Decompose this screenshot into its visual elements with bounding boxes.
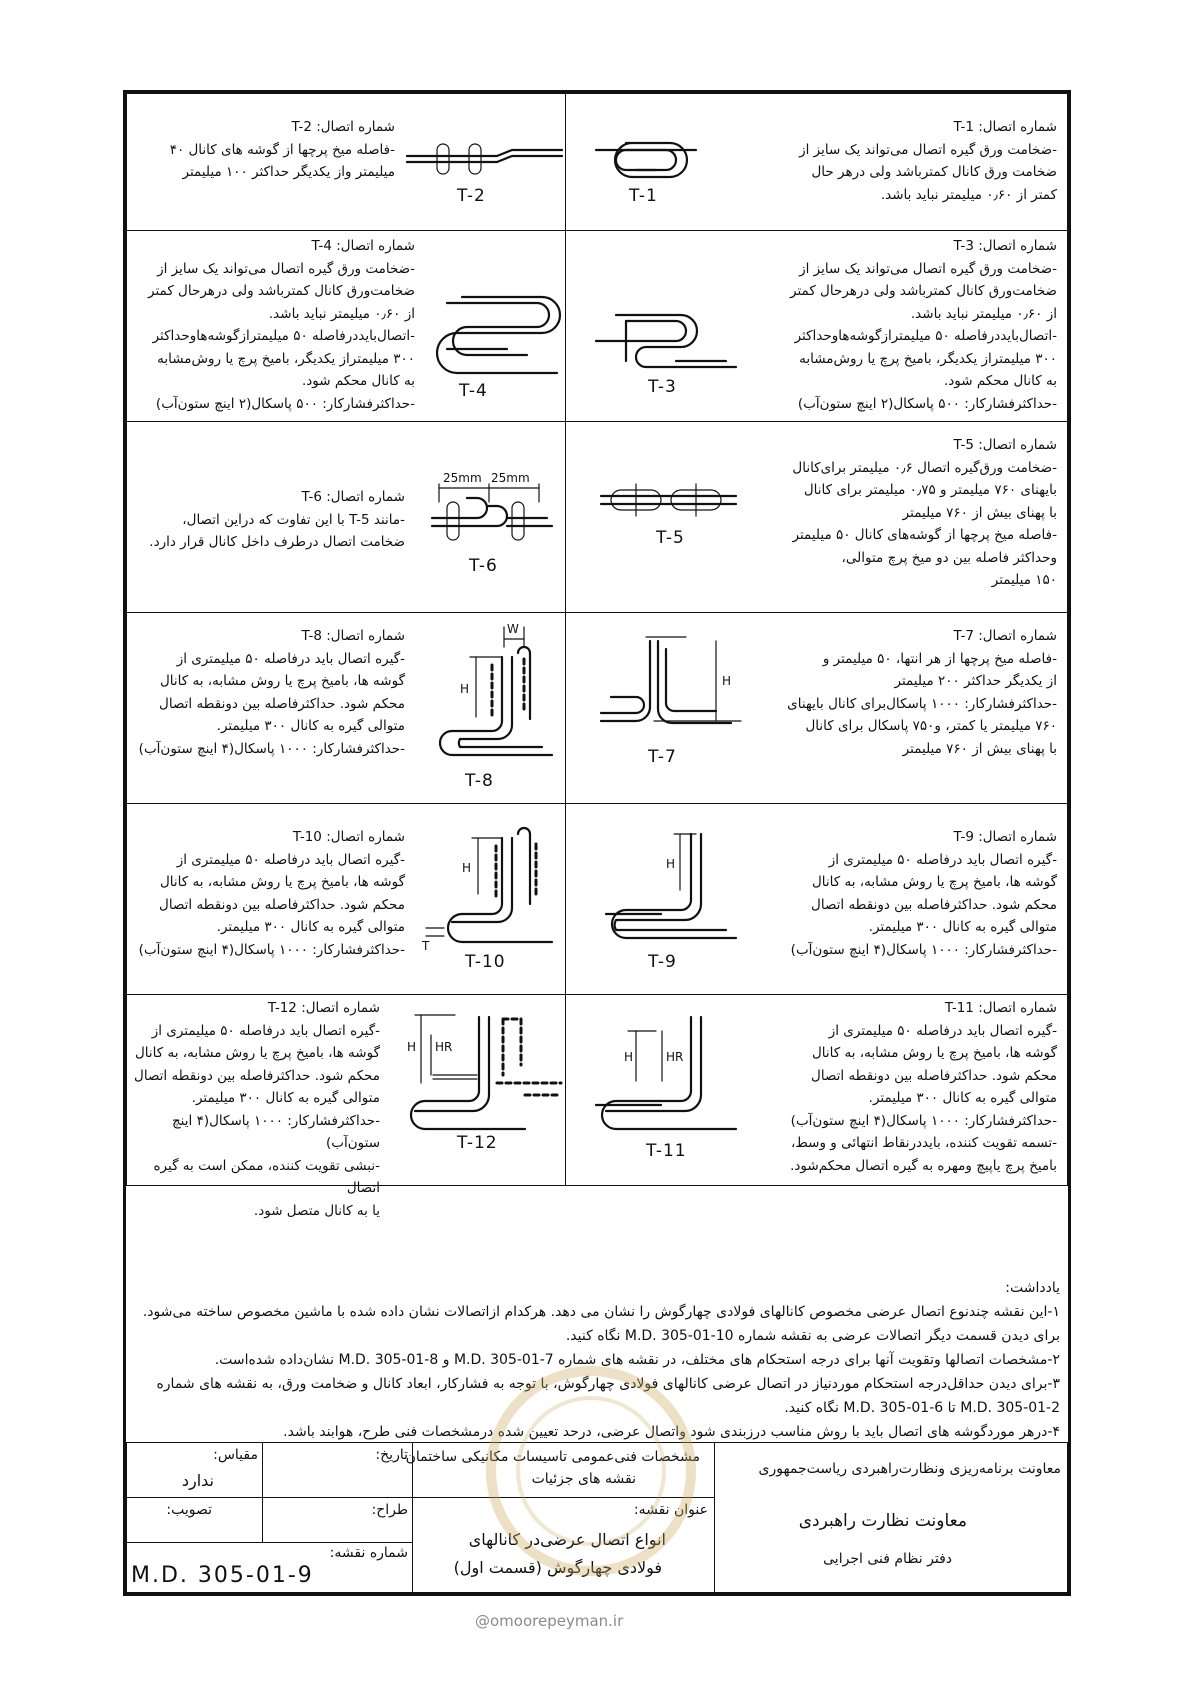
number-value: M.D. 305-01-9 (131, 1563, 314, 1588)
site-watermark: @omoorepeyman.ir (475, 1612, 624, 1630)
cell-t3 (565, 230, 1068, 422)
approval-box (126, 1497, 263, 1543)
t3-text: شماره اتصال: T-3 -ضخامت ورق گیره اتصال می‌تواند یک سایز از ضخامت‌ورق کانال کمترباشد ولی درهرحال کمتر از ۰٫۶۰ میلیمتر نباید باشد. -اتصال‌بایددرفاصله ۵۰ میلیمترازگوشه‌هاوحداکثر ۳۰۰ میلیمتراز یکدیگر، بامیخ پرچ یا روش‌مشابه به کانال محکم شود. -حداکثرفشارکار: ۵۰۰ پاسکال(۲ اینچ ستون‌آب) (790, 238, 1057, 412)
t6-dim-1: 25mm (443, 471, 482, 485)
note-4: ۴-درهر موردگوشه های اتصال باید با روش مناسب درزبندی شود واتصال عرضی، درحد تعیین شده درمشخصات فنی طرح، هوابند باشد. (283, 1424, 1060, 1440)
t4-text: شماره اتصال: T-4 -ضخامت ورق گیره اتصال می‌تواند یک سایز از ضخامت‌ورق کانال کمترباشد ولی درهرحال کمتر از ۰٫۶۰ میلیمتر نباید باشد. -اتصال‌بایددرفاصله ۵۰ میلیمترازگوشه‌هاوحداکثر ۳۰۰ میلیمتراز یکدیگر، بامیخ پرچ یا روش‌مشابه به کانال محکم شود. -حداکثرفشارکار: ۵۰۰ پاسکال(۲ اینچ ستون‌آب) (148, 238, 415, 412)
cell-t2 (126, 93, 566, 231)
cell-t4 (126, 230, 566, 422)
seal-watermark-inner (516, 1396, 666, 1546)
org-line: معاونت برنامه‌ریزی ونظارت‌راهبردی ریاست‌جمهوری (758, 1461, 1061, 1477)
t12-dim-hr: HR (435, 1040, 453, 1054)
cell-t5 (565, 421, 1068, 613)
org-box (714, 1442, 1068, 1593)
note-2: ۲-مشخصات اتصالها وتقویت آنها برای درجه استحکام های مختلف، در نقشه های شماره M.D. 305-01-7 و M.D. 305-01-8 نشان‌داده شده‌است. (214, 1352, 1060, 1368)
t8-dim-w: W (507, 622, 519, 636)
t12-dim-h: H (407, 1040, 417, 1054)
t1-label: T-1 (629, 186, 658, 206)
t12-figure (385, 995, 567, 1187)
t3-label: T-3 (648, 377, 677, 397)
t4-figure (417, 231, 567, 423)
t8-dim-h: H (460, 682, 470, 696)
cell-t8 (126, 612, 566, 804)
date-label: تاریخ: (375, 1447, 408, 1463)
org-main: معاونت نظارت راهبردی (798, 1511, 967, 1531)
scale-label: مقیاس: (213, 1447, 258, 1463)
title-line-2: فولادی چهارگوش (قسمت اول) (453, 1558, 662, 1577)
number-box (126, 1542, 413, 1593)
t6-label: T-6 (469, 556, 498, 576)
t1-text: شماره اتصال: T-1 -ضخامت ورق گیره اتصال می‌تواند یک سایز از ضخامت ورق کانال کمترباشد ولی درهر حال کمتر از ۰٫۶۰ میلیمتر نباید باشد. (799, 119, 1057, 203)
t7-label: T-7 (648, 747, 677, 767)
t9-text: شماره اتصال: T-9 -گیره اتصال باید درفاصله ۵۰ میلیمتری از گوشه ها، بامیخ پرچ یا روش مشابه، به کانال محکم شود. حداکثرفاصله بین دونقطه اتصال متوالی گیره به کانال ۳۰۰ میلیمتر. -حداکثرفشارکار: ۱۰۰۰ پاسکال(۴ اینچ ستون‌آب) (790, 829, 1057, 958)
number-label: شماره نقشه: (329, 1545, 408, 1561)
t2-text: شماره اتصال: T-2 -فاصله میخ پرچها از گوشه های کانال ۴۰ میلیمتر واز یکدیگر حداکثر ۱۰۰ میلیمتر (169, 119, 395, 180)
org-sub: دفتر نظام فنی اجرایی (823, 1551, 952, 1567)
designer-label: طراح: (371, 1502, 408, 1518)
t6-text: شماره اتصال: T-6 -مانند T-5 با این تفاوت که دراین اتصال، ضخامت اتصال درطرف داخل کانال قرار دارد. (149, 489, 405, 550)
t10-dim-h: H (462, 861, 472, 875)
t8-text: شماره اتصال: T-8 -گیره اتصال باید درفاصله ۵۰ میلیمتری از گوشه ها، بامیخ پرچ یا روش مشابه، به کانال محکم شود. حداکثرفاصله بین دونقطه اتصال متوالی گیره به کانال ۳۰۰ میلیمتر. -حداکثرفشارکار: ۱۰۰۰ پاسکال(۴ اینچ ستون‌آب) (138, 628, 405, 757)
t7-text: شماره اتصال: T-7 -فاصله میخ پرچها از هر انتها، ۵۰ میلیمتر و از یکدیگر حداکثر ۲۰۰ میلیمتر -حداکثرفشارکار: ۱۰۰۰ پاسکال‌برای کانال بایهنای ۷۶۰ میلیمتر یا کمتر، و۷۵۰ پاسکال برای کانال با پهنای بیش از ۷۶۰ میلیمتر (787, 628, 1057, 757)
t11-dim-h: H (624, 1050, 634, 1064)
cell-t7 (565, 612, 1068, 804)
t5-figure (566, 422, 766, 614)
t10-text: شماره اتصال: T-10 -گیره اتصال باید درفاصله ۵۰ میلیمتری از گوشه ها، بامیخ پرچ یا روش مشابه، به کانال محکم شود. حداکثرفاصله بین دونقطه اتصال متوالی گیره به کانال ۳۰۰ میلیمتر. -حداکثرفشارکار: ۱۰۰۰ پاسکال(۴ اینچ ستون‌آب) (138, 829, 405, 958)
t6-dim-2: 25mm (491, 471, 530, 485)
note-1: ۱-این نقشه چندنوع اتصال عرضی مخصوص کانالهای فولادی چهارگوش را نشان می دهد. هرکدام ازاتصالات نشان داده شده با ماشین مخصوص ساخته می‌شود. برای دیدن قسمت دیگر اتصالات عرضی به نقشه شماره M.D. 305-01-10 نگاه کنید. (142, 1304, 1060, 1344)
t4-label: T-4 (459, 381, 488, 401)
note-3: ۳-برای دیدن حداقل‌درجه استحکام موردنیاز در اتصال عرضی کانالهای فولادی چهارگوش، با توجه به فشارکار، ابعاد کانال و ضخامت ورق، به نقشه های شماره M.D. 305-01-2 تا M.D. 305-01-6 نگاه کنید. (156, 1376, 1060, 1416)
t2-label: T-2 (457, 186, 486, 206)
title-line-1: انواع اتصال عرضی‌در کانالهای (468, 1530, 666, 1549)
notes-title: یادداشت: (1005, 1280, 1060, 1296)
cell-t11 (565, 994, 1068, 1186)
spec-line-2: نقشه های جزئیات (531, 1471, 636, 1487)
t7-dim-h: H (722, 674, 732, 688)
title-label: عنوان نقشه: (633, 1502, 708, 1518)
t9-label: T-9 (648, 952, 677, 972)
t11-label: T-11 (646, 1141, 687, 1161)
t11-text: شماره اتصال: T-11 -گیره اتصال باید درفاصله ۵۰ میلیمتری از گوشه ها، بامیخ پرچ یا روش مشابه، به کانال محکم شود. حداکثرفاصله بین دونقطه اتصال متوالی گیره به کانال ۳۰۰ میلیمتر. -حداکثرفشارکار: ۱۰۰۰ پاسکال(۴ اینچ ستون‌آب) -تسمه تقویت کننده، بایددرنقاط انتهائی و وسط، بامیخ پرچ یاپیچ ومهره به گیره اتصال محکم‌شود. (790, 1000, 1057, 1174)
scale-box (126, 1442, 263, 1498)
t7-figure (566, 613, 776, 805)
t8-label: T-8 (465, 771, 494, 791)
t5-label: T-5 (656, 528, 685, 548)
scale-value: ندارد (181, 1471, 214, 1490)
cell-t10 (126, 803, 566, 995)
t2-figure (397, 94, 567, 232)
cell-t12 (126, 994, 566, 1219)
cell-t9 (565, 803, 1068, 995)
cell-t1 (565, 93, 1068, 231)
spec-line-1: مشخصات فنی‌عمومی تاسیسات مکانیکی ساختمان (405, 1449, 700, 1465)
approval-label: تصویب: (166, 1502, 212, 1518)
date-box (262, 1442, 413, 1498)
t6-figure (427, 422, 567, 614)
t10-dim-t: T (422, 939, 430, 953)
t1-figure (566, 94, 766, 232)
t12-label: T-12 (457, 1133, 498, 1153)
cell-t6 (126, 421, 566, 613)
t10-label: T-10 (465, 952, 506, 972)
designer-box (262, 1497, 413, 1543)
t9-dim-h: H (666, 857, 676, 871)
t12-text: شماره اتصال: T-12 -گیره اتصال باید درفاصله ۵۰ میلیمتری از گوشه ها، بامیخ پرچ یا روش مشابه، به کانال محکم شود. حداکثرفاصله بین دونقطه اتصال متوالی گیره به کانال ۳۰۰ میلیمتر. -حداکثرفشارکار: ۱۰۰۰ پاسکال(۴ اینچ ستون‌آب) -نبشی تقویت کننده، ممکن است به گیره اتصال یا به کانال متصل شود. (134, 1000, 380, 1219)
t8-figure (432, 613, 567, 805)
t5-text: شماره اتصال: T-5 -ضخامت ورق‌گیره اتصال ۰٫۶ میلیمتر برای‌کانال بایهنای ۷۶۰ میلیمتر و ۰٫۷۵ میلیمتر برای کانال با پهنای بیش از ۷۶۰ میلیمتر -فاصله میخ پرچها از گوشه‌های کانال ۵۰ میلیمتر وحداکثر فاصله بین دو میخ پرچ متوالی، ۱۵۰ میلیمتر (792, 437, 1057, 588)
t11-dim-hr: HR (666, 1050, 684, 1064)
